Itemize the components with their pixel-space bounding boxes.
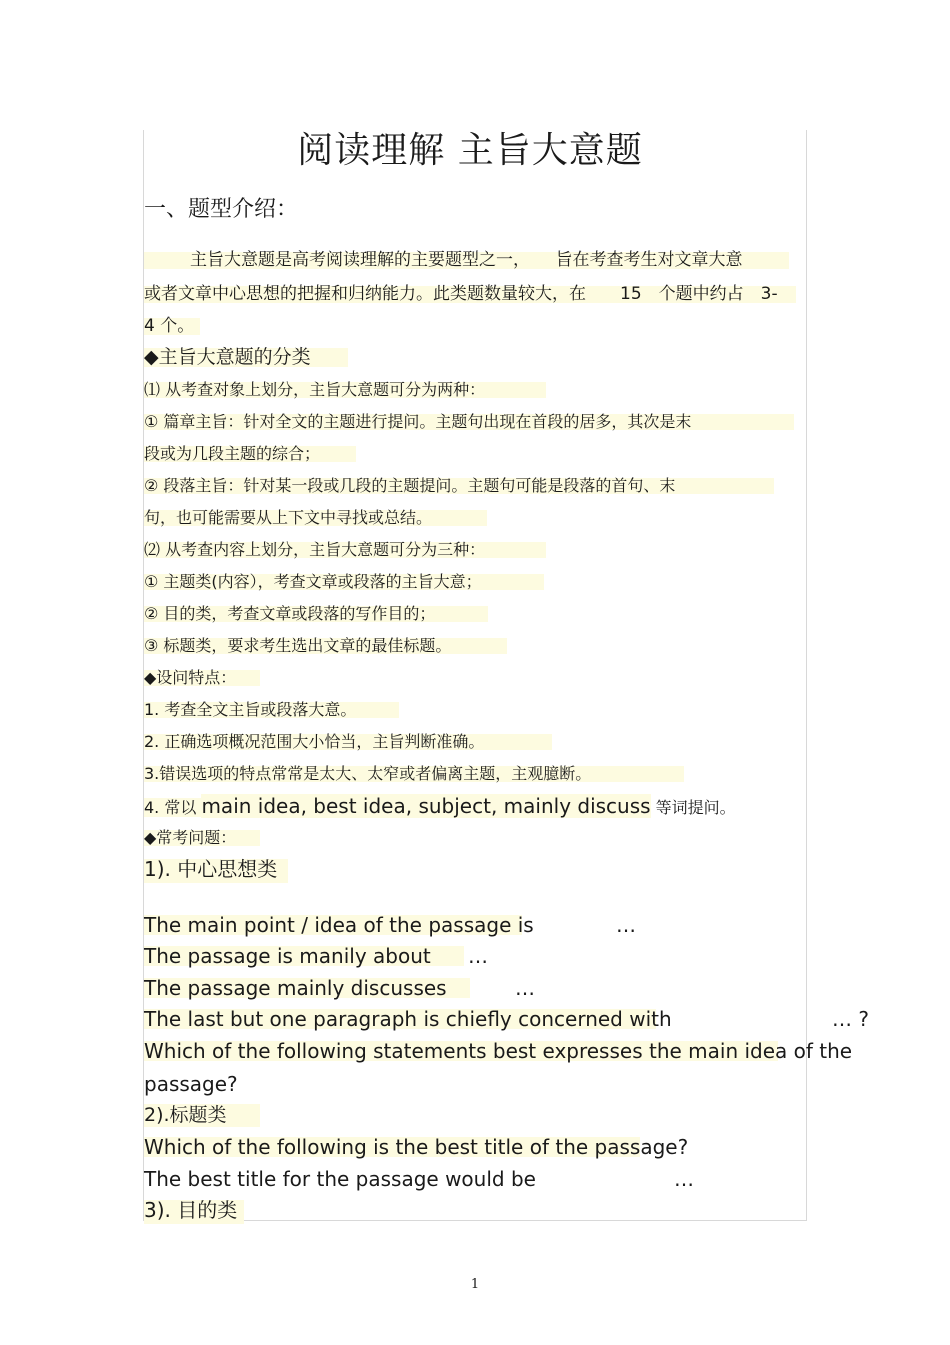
document-title: 阅读理解 主旨大意题 [297, 130, 643, 171]
feature-4-prefix: 4. 常以 [144, 798, 202, 817]
question-4-ellipsis: … ? [832, 1007, 869, 1031]
question-1: The main point / idea of the passage is [144, 913, 534, 937]
classify-p3a: ② 段落主旨：针对某一段或几段的主题提问。主题句可能是段落的首句、末 [144, 478, 774, 494]
feature-1: 1. 考查全文主旨或段落大意。 [144, 702, 399, 718]
feature-4-suffix: 等词提问。 [650, 798, 736, 817]
features-heading: ◆设问特点： [144, 670, 260, 686]
classify-p1: ⑴ 从考查对象上划分，主旨大意题可分为两种： [144, 382, 546, 398]
classify-p3b: 句，也可能需要从上下文中寻找或总结。 [144, 510, 487, 526]
feature-2: 2. 正确选项概况范围大小恰当，主旨判断准确。 [144, 734, 552, 750]
question-3-ellipsis: … [515, 976, 535, 1000]
question-5-line-2: passage? [144, 1072, 238, 1096]
feature-3: 3.错误选项的特点常常是太大、太窄或者偏离主题，主观臆断。 [144, 766, 684, 782]
question-4: The last but one paragraph is chiefly concerned with [144, 1007, 672, 1031]
classify-p7: ③ 标题类，要求考生选出文章的最佳标题。 [144, 638, 507, 654]
section-heading: 一、题型介绍： [144, 197, 299, 222]
classify-heading: ◆主旨大意题的分类 [144, 348, 348, 367]
category-2: 2).标题类 [144, 1104, 260, 1127]
question-1-ellipsis: … [616, 913, 636, 937]
classify-p6: ② 目的类，考查文章或段落的写作目的； [144, 606, 488, 622]
feature-4 [144, 796, 736, 816]
question-5-line-1: Which of the following statements best expresses the main idea of the [144, 1039, 853, 1063]
intro-line-3: 4 个。 [144, 318, 200, 335]
intro-line-1: 主旨大意题是高考阅读理解的主要题型之一， 旨在考查考生对文章大意 [144, 252, 789, 269]
question-6: Which of the following is the best title of the passage? [144, 1135, 689, 1159]
question-2: The passage is manily about [144, 946, 464, 966]
classify-p2b: 段或为几段主题的综合； [144, 446, 356, 462]
page-number: 1 [470, 1277, 480, 1292]
questions-heading: ◆常考问题： [144, 830, 260, 846]
intro-line-2: 或者文章中心思想的把握和归纳能力。此类题数量较大，在 15 个题中约占 3- [144, 286, 796, 303]
question-7-ellipsis: … [674, 1167, 694, 1191]
classify-p4: ⑵ 从考查内容上划分，主旨大意题可分为三种： [144, 542, 546, 558]
category-3: 3). 目的类 [144, 1200, 244, 1224]
question-2-ellipsis: … [468, 944, 488, 968]
feature-4-keywords: main idea, best idea, subject, mainly discuss [201, 794, 651, 818]
classify-p5: ① 主题类(内容），考查文章或段落的主旨大意； [144, 574, 544, 590]
question-7: The best title for the passage would be [144, 1167, 536, 1191]
classify-p2a: ① 篇章主旨：针对全文的主题进行提问。主题句出现在首段的居多，其次是末 [144, 414, 794, 430]
question-3: The passage mainly discusses [144, 978, 470, 998]
category-1: 1). 中心思想类 [144, 859, 288, 883]
